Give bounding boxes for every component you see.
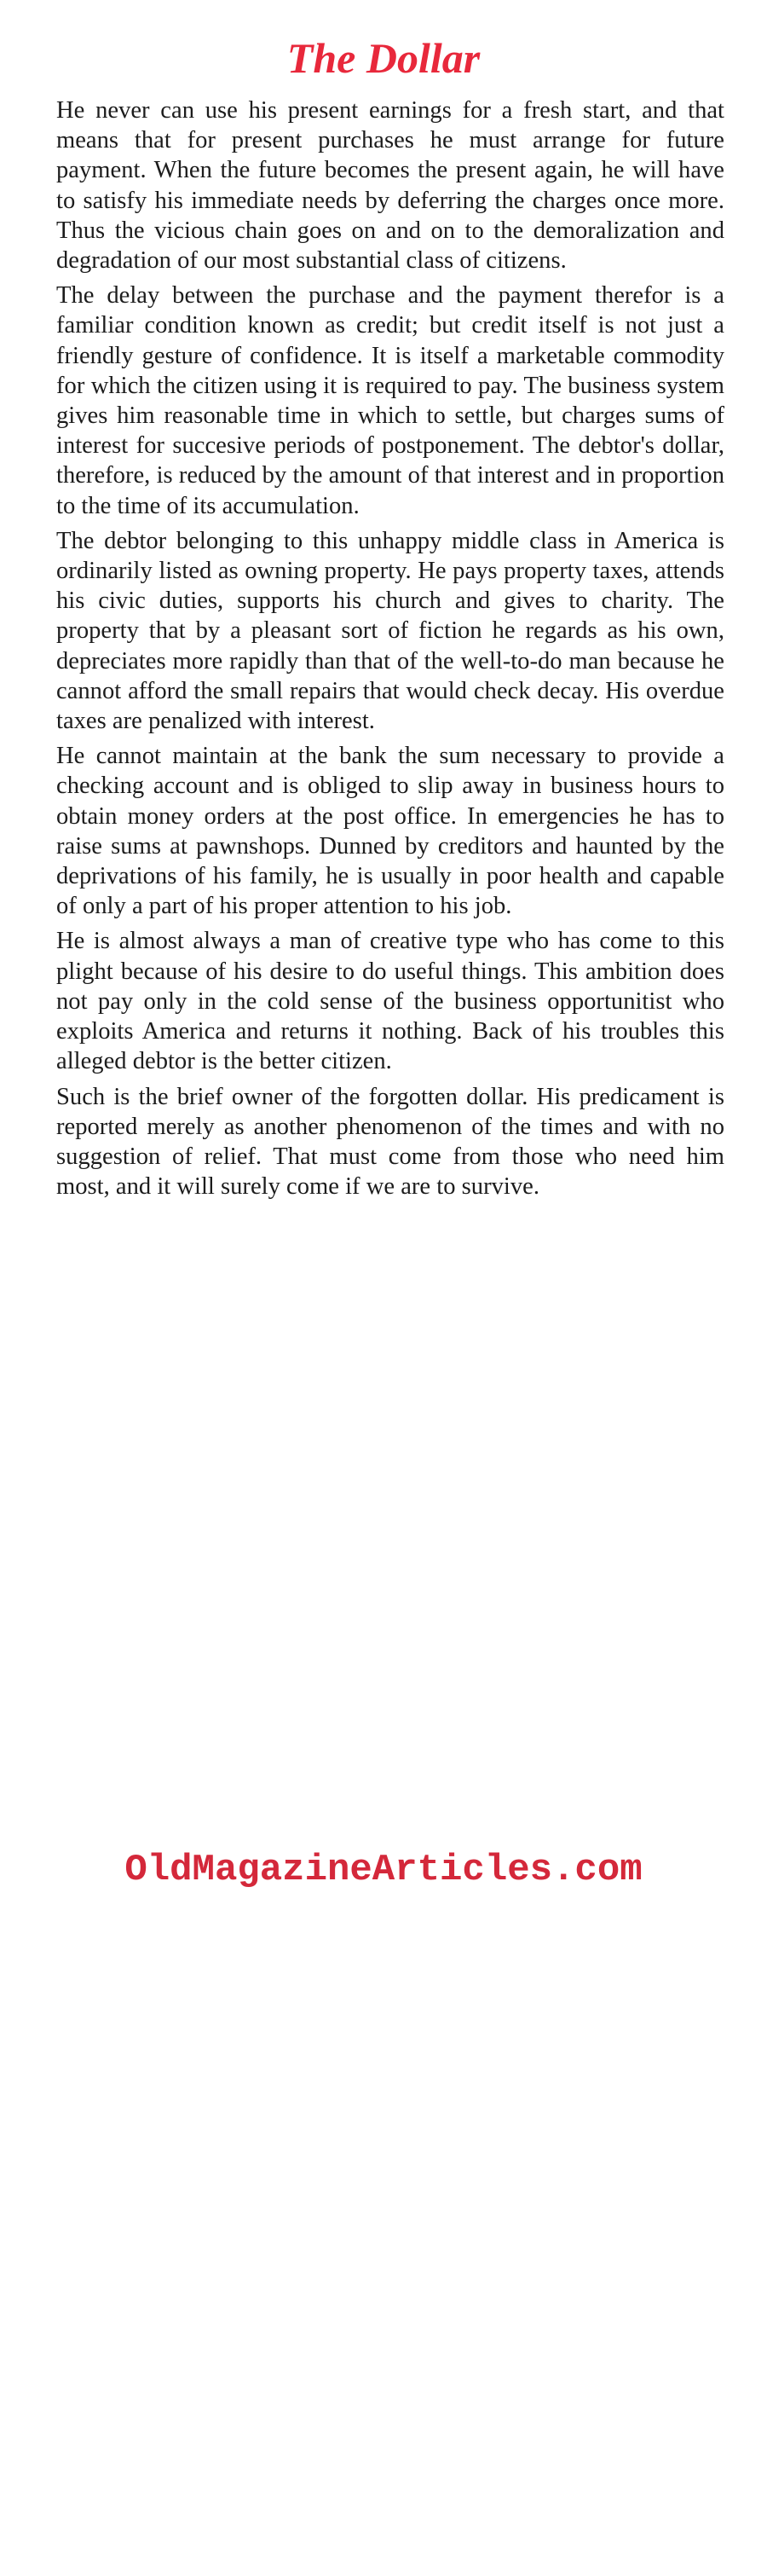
paragraph: He cannot maintain at the bank the sum necessary to provide a checking account and is obliged to slip away in business hours to obtain money orders at the post office. In emergencies he has to raise sums at pawnshops. Dunned by creditors and haunted by the deprivations of his family, he is usually in poor health and capable of only a part of his proper attention to his job. xyxy=(56,743,724,920)
site-watermark: OldMagazineArticles.com xyxy=(124,1849,643,1891)
paragraph: He is almost always a man of creative type who has come to this plight because of his desire to do useful things. This ambition does not pay only in the cold sense of the business opportunitist who exploits America and returns it nothing. Back of his troubles this alleged debtor is the better citizen. xyxy=(56,928,724,1075)
paragraph: The delay between the purchase and the payment therefor is a familiar condition known as credit; but credit itself is not just a friendly gesture of confidence. It is itself a marketable commodity for which the citizen using it is required to pay. The business system gives him reasonable time in which to settle, but charges sums of interest for succesive periods of postponement. The debtor's dollar, therefore, is reduced by the amount of that interest and in proportion to the time of its accumulation. xyxy=(56,282,724,519)
paragraph: He never can use his present earnings for a fresh start, and that means that for present purchases he must arrange for future payment. When the future becomes the present again, he will have to satisfy his immediate needs by deferring the charges once more. Thus the vicious chain goes on and on to the demoralization and degradation of our most substantial class of citizens. xyxy=(56,97,724,275)
paragraph: The debtor belonging to this unhappy middle class in America is ordinarily listed as owning property. He pays property taxes, attends his civic duties, supports his church and gives to charity. The property that by a pleasant sort of fiction he regards as his own, depreciates more rapidly than that of the well-to-do man because he cannot afford the small repairs that would check decay. His overdue taxes are penalized with interest. xyxy=(56,527,724,735)
article-title: The Dollar xyxy=(286,34,481,82)
article-body xyxy=(56,96,724,1207)
paragraph: Such is the brief owner of the forgotten dollar. His predicament is reported merely as another phenomenon of the times and with no suggestion of relief. That must come from those who need him most, and it will surely come if we are to survive. xyxy=(56,1083,724,1201)
